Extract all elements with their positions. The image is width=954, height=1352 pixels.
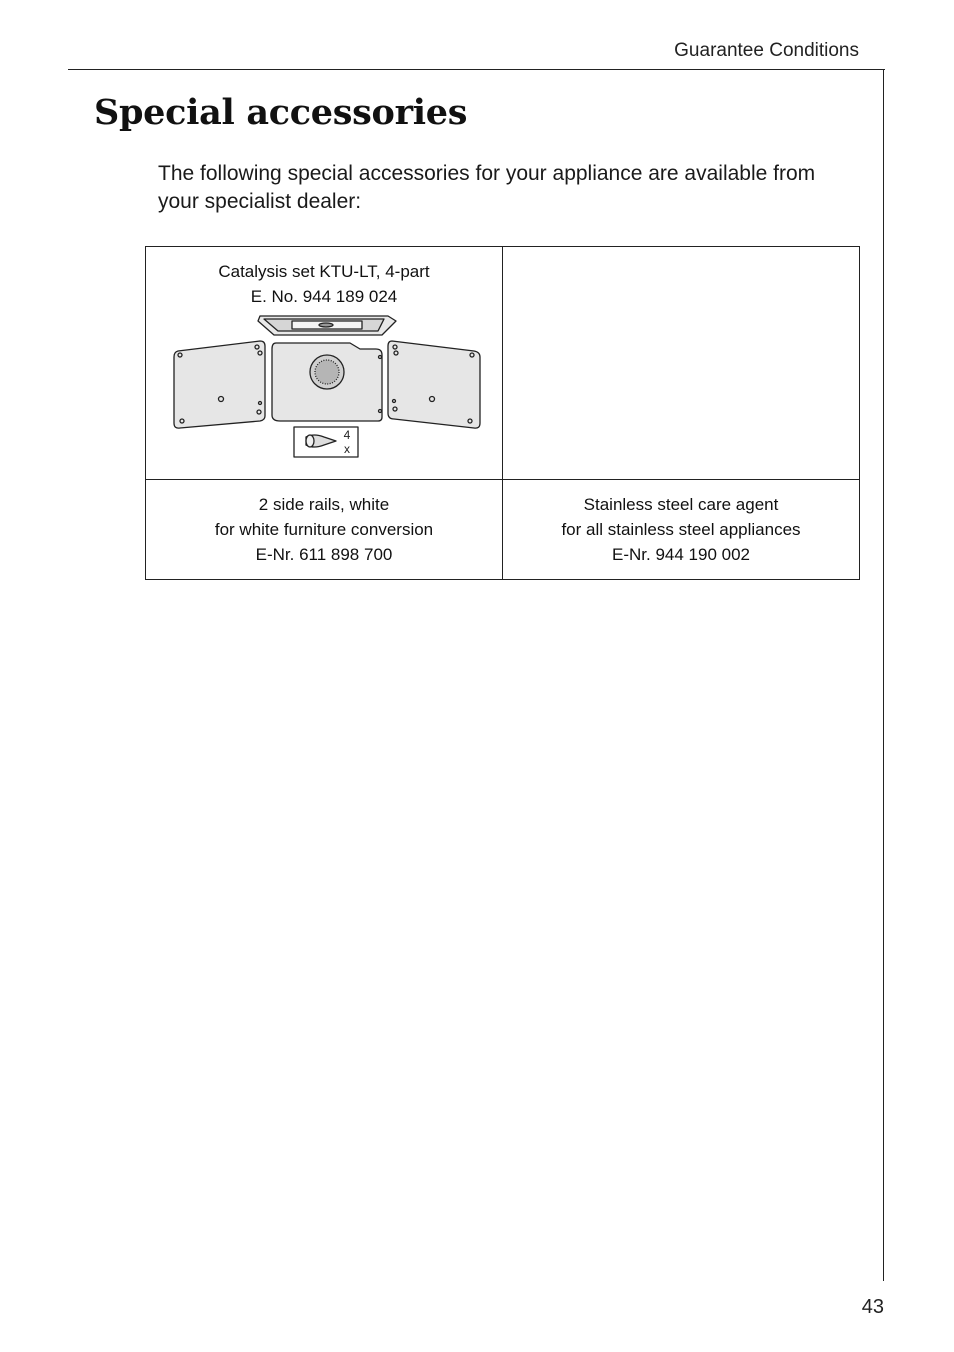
accessory-name: Catalysis set KTU-LT, 4-part bbox=[218, 262, 430, 281]
right-side-liner-panel-icon bbox=[388, 341, 480, 428]
page-title: Special accessories bbox=[94, 92, 468, 133]
accessory-description: for all stainless steel appliances bbox=[561, 520, 801, 539]
page-number: 43 bbox=[861, 1296, 884, 1318]
catalysis-set-illustration bbox=[164, 313, 484, 461]
accessories-table bbox=[145, 246, 860, 580]
accessory-part-number: E-Nr. 944 190 002 bbox=[612, 545, 750, 564]
accessory-description: for white furniture conversion bbox=[214, 520, 434, 539]
screw-times-label: x bbox=[344, 442, 350, 456]
table-row bbox=[146, 480, 860, 580]
top-liner-panel-icon bbox=[258, 316, 396, 335]
accessory-cell-catalysis-set bbox=[146, 247, 503, 480]
accessory-name: Stainless steel care agent bbox=[583, 495, 779, 514]
screw-count-label: 4 bbox=[343, 428, 351, 442]
accessory-cell-empty bbox=[503, 247, 860, 480]
accessory-name: 2 side rails, white bbox=[258, 495, 390, 514]
intro-paragraph: The following special accessories for your appliance are available from your specialist dealer: bbox=[158, 162, 816, 213]
accessory-part-number: E-Nr. 611 898 700 bbox=[255, 545, 393, 564]
left-side-liner-panel-icon bbox=[174, 341, 265, 428]
accessory-cell-care-agent bbox=[503, 480, 860, 580]
accessory-part-number: E. No. 944 189 024 bbox=[250, 287, 398, 306]
table-row bbox=[146, 247, 860, 480]
header-section-label: Guarantee Conditions bbox=[674, 40, 859, 61]
header-rule bbox=[68, 69, 885, 70]
rear-liner-panel-icon bbox=[272, 343, 382, 421]
accessory-cell-side-rails bbox=[146, 480, 503, 580]
side-rule bbox=[883, 69, 884, 1281]
